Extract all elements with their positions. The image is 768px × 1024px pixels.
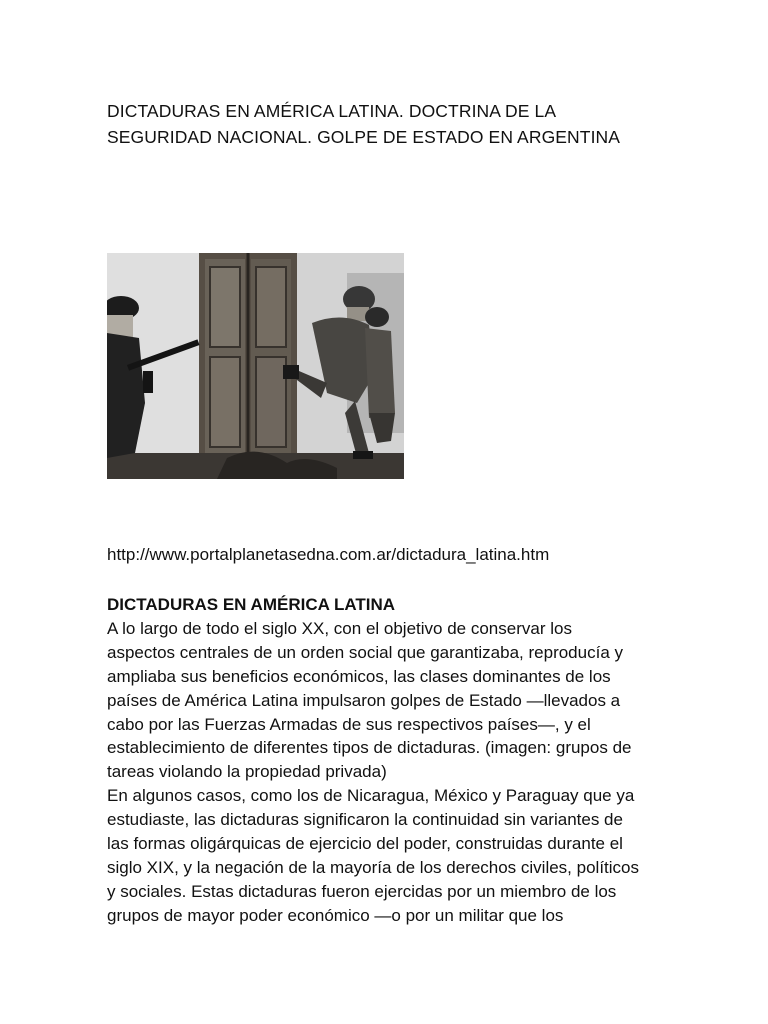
paragraph-line: establecimiento de diferentes tipos de dictaduras. (imagen: grupos de bbox=[107, 738, 632, 758]
paragraph-line: ampliaba sus beneficios económicos, las clases dominantes de los bbox=[107, 666, 611, 686]
paragraph-line: grupos de mayor poder económico —o por un militar que los bbox=[107, 905, 564, 925]
title-line-1: DICTADURAS EN AMÉRICA LATINA. DOCTRINA DE LA bbox=[107, 101, 557, 121]
section-dictaduras bbox=[107, 593, 667, 928]
paragraph-line: En algunos casos, como los de Nicaragua, México y Paraguay que ya bbox=[107, 786, 635, 806]
paragraph-line: siglo XIX, y la negación de la mayoría de los derechos civiles, políticos bbox=[107, 857, 639, 877]
paragraph-line: A lo largo de todo el siglo XX, con el objetivo de conservar los bbox=[107, 618, 572, 638]
paragraph-line: las formas oligárquicas de ejercicio del poder, construidas durante el bbox=[107, 834, 623, 854]
paragraph-line: estudiaste, las dictaduras significaron la continuidad sin variantes de bbox=[107, 810, 623, 830]
paragraph-line: y sociales. Estas dictaduras fueron ejercidas por un miembro de los bbox=[107, 881, 617, 901]
document-title bbox=[107, 98, 687, 150]
paragraph-line: cabo por las Fuerzas Armadas de sus respectivos países—, y el bbox=[107, 714, 591, 734]
paragraph-line: países de América Latina impulsaron golpes de Estado —llevados a bbox=[107, 690, 621, 710]
paragraph-line: tareas violando la propiedad privada) bbox=[107, 762, 387, 782]
photo-soldiers-breaking-door bbox=[107, 253, 404, 479]
source-url[interactable]: http://www.portalplanetasedna.com.ar/dictadura_latina.htm bbox=[107, 545, 550, 564]
section-heading: DICTADURAS EN AMÉRICA LATINA bbox=[107, 595, 396, 614]
paragraph-line: aspectos centrales de un orden social que garantizaba, reproducía y bbox=[107, 642, 623, 662]
title-line-2: SEGURIDAD NACIONAL. GOLPE DE ESTADO EN ARGENTINA bbox=[107, 127, 621, 147]
